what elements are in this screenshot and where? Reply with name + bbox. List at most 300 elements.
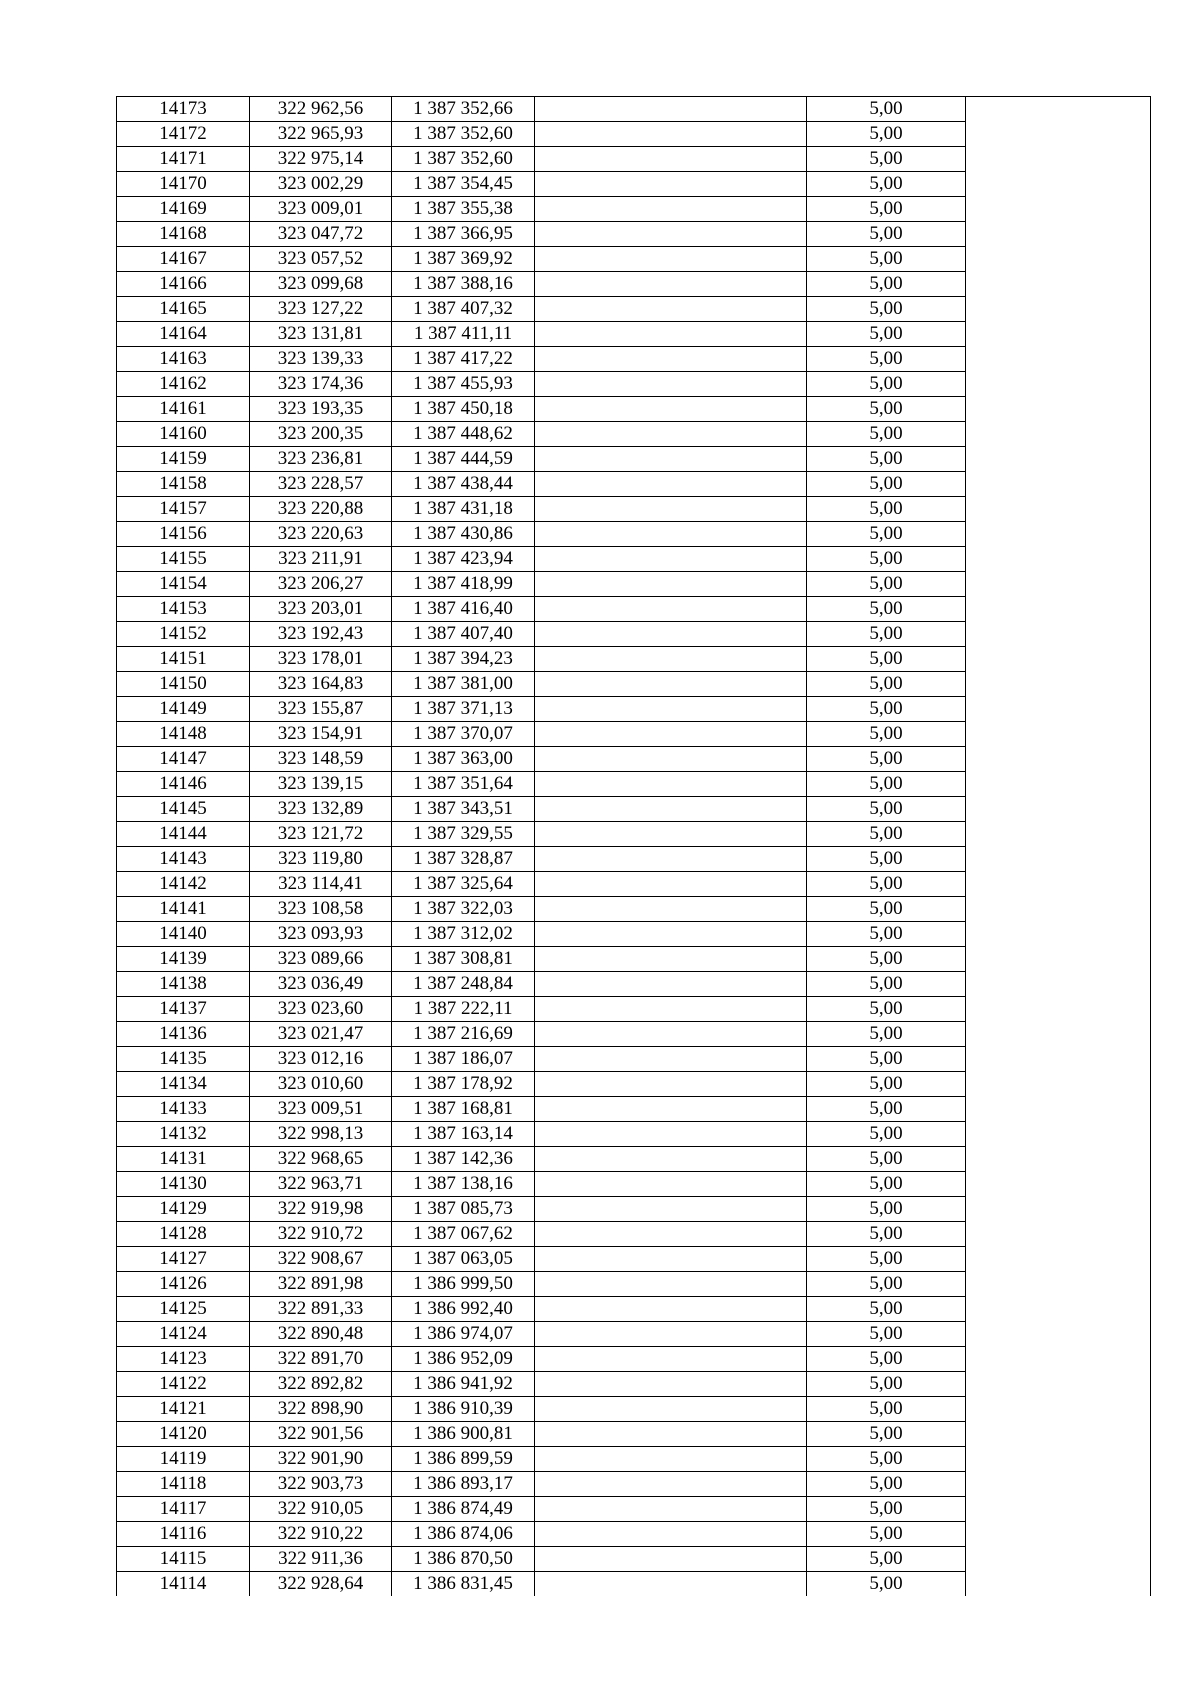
y-coordinate-cell: 1 386 941,92 [392,1372,535,1397]
empty-cell [535,522,807,547]
blank-column-cell [966,1047,1151,1072]
value-cell: 5,00 [807,172,966,197]
y-coordinate-cell: 1 387 418,99 [392,572,535,597]
point-number-cell: 14136 [117,1022,250,1047]
blank-column-cell [966,147,1151,172]
table-row [117,597,1151,622]
point-number-cell: 14129 [117,1197,250,1222]
table-row [117,872,1151,897]
coordinates-table-body [117,97,1151,1597]
blank-column-cell [966,1222,1151,1247]
y-coordinate-cell: 1 387 363,00 [392,747,535,772]
value-cell: 5,00 [807,1222,966,1247]
blank-column-cell [966,597,1151,622]
y-coordinate-cell: 1 387 168,81 [392,1097,535,1122]
value-cell: 5,00 [807,522,966,547]
value-cell: 5,00 [807,822,966,847]
point-number-cell: 14137 [117,997,250,1022]
point-number-cell: 14131 [117,1147,250,1172]
empty-cell [535,747,807,772]
value-cell: 5,00 [807,122,966,147]
table-row [117,197,1151,222]
y-coordinate-cell: 1 387 450,18 [392,397,535,422]
x-coordinate-cell: 322 910,05 [250,1497,392,1522]
table-row [117,1547,1151,1572]
value-cell: 5,00 [807,1322,966,1347]
table-row [117,1072,1151,1097]
table-row [117,397,1151,422]
value-cell: 5,00 [807,422,966,447]
point-number-cell: 14122 [117,1372,250,1397]
y-coordinate-cell: 1 387 067,62 [392,1222,535,1247]
x-coordinate-cell: 323 036,49 [250,972,392,997]
blank-column-cell [966,1322,1151,1347]
y-coordinate-cell: 1 387 312,02 [392,922,535,947]
y-coordinate-cell: 1 387 325,64 [392,872,535,897]
y-coordinate-cell: 1 387 371,13 [392,697,535,722]
value-cell: 5,00 [807,647,966,672]
table-row [117,747,1151,772]
blank-column-cell [966,522,1151,547]
x-coordinate-cell: 323 127,22 [250,297,392,322]
table-row [117,1422,1151,1447]
blank-column-cell [966,272,1151,297]
empty-cell [535,872,807,897]
value-cell: 5,00 [807,1247,966,1272]
point-number-cell: 14172 [117,122,250,147]
blank-column-cell [966,1172,1151,1197]
table-row [117,622,1151,647]
blank-column-cell [966,997,1151,1022]
table-row [117,1172,1151,1197]
x-coordinate-cell: 323 148,59 [250,747,392,772]
blank-column-cell [966,1122,1151,1147]
blank-column-cell [966,1572,1151,1597]
empty-cell [535,947,807,972]
empty-cell [535,1272,807,1297]
value-cell: 5,00 [807,497,966,522]
y-coordinate-cell: 1 387 388,16 [392,272,535,297]
empty-cell [535,1197,807,1222]
table-row [117,447,1151,472]
empty-cell [535,847,807,872]
value-cell: 5,00 [807,797,966,822]
point-number-cell: 14146 [117,772,250,797]
empty-cell [535,422,807,447]
blank-column-cell [966,1272,1151,1297]
empty-cell [535,897,807,922]
blank-column-cell [966,697,1151,722]
blank-column-cell [966,722,1151,747]
point-number-cell: 14157 [117,497,250,522]
blank-column-cell [966,947,1151,972]
point-number-cell: 14150 [117,672,250,697]
x-coordinate-cell: 322 892,82 [250,1372,392,1397]
x-coordinate-cell: 322 901,56 [250,1422,392,1447]
y-coordinate-cell: 1 387 381,00 [392,672,535,697]
empty-cell [535,1447,807,1472]
x-coordinate-cell: 323 009,51 [250,1097,392,1122]
x-coordinate-cell: 323 139,15 [250,772,392,797]
blank-column-cell [966,1372,1151,1397]
x-coordinate-cell: 322 898,90 [250,1397,392,1422]
blank-column-cell [966,1397,1151,1422]
empty-cell [535,497,807,522]
point-number-cell: 14147 [117,747,250,772]
empty-cell [535,322,807,347]
table-row [117,947,1151,972]
x-coordinate-cell: 323 099,68 [250,272,392,297]
empty-cell [535,97,807,122]
x-coordinate-cell: 323 119,80 [250,847,392,872]
empty-cell [535,1247,807,1272]
blank-column-cell [966,1097,1151,1122]
x-coordinate-cell: 323 228,57 [250,472,392,497]
empty-cell [535,1547,807,1572]
empty-cell [535,1497,807,1522]
table-row [117,222,1151,247]
x-coordinate-cell: 322 963,71 [250,1172,392,1197]
x-coordinate-cell: 323 200,35 [250,422,392,447]
y-coordinate-cell: 1 387 186,07 [392,1047,535,1072]
point-number-cell: 14163 [117,347,250,372]
x-coordinate-cell: 322 998,13 [250,1122,392,1147]
table-row [117,522,1151,547]
value-cell: 5,00 [807,872,966,897]
point-number-cell: 14154 [117,572,250,597]
empty-cell [535,222,807,247]
point-number-cell: 14170 [117,172,250,197]
point-number-cell: 14159 [117,447,250,472]
table-row [117,1047,1151,1072]
empty-cell [535,147,807,172]
y-coordinate-cell: 1 387 216,69 [392,1022,535,1047]
x-coordinate-cell: 323 132,89 [250,797,392,822]
y-coordinate-cell: 1 387 142,36 [392,1147,535,1172]
empty-cell [535,822,807,847]
point-number-cell: 14138 [117,972,250,997]
table-row [117,1147,1151,1172]
empty-cell [535,1322,807,1347]
x-coordinate-cell: 323 220,63 [250,522,392,547]
blank-column-cell [966,1522,1151,1547]
table-row [117,147,1151,172]
y-coordinate-cell: 1 387 417,22 [392,347,535,372]
y-coordinate-cell: 1 387 411,11 [392,322,535,347]
x-coordinate-cell: 323 012,16 [250,1047,392,1072]
point-number-cell: 14166 [117,272,250,297]
table-row [117,297,1151,322]
y-coordinate-cell: 1 387 355,38 [392,197,535,222]
point-number-cell: 14173 [117,97,250,122]
blank-column-cell [966,872,1151,897]
blank-column-cell [966,297,1151,322]
x-coordinate-cell: 323 057,52 [250,247,392,272]
empty-cell [535,297,807,322]
x-coordinate-cell: 323 121,72 [250,822,392,847]
empty-cell [535,697,807,722]
point-number-cell: 14135 [117,1047,250,1072]
y-coordinate-cell: 1 387 407,32 [392,297,535,322]
value-cell: 5,00 [807,972,966,997]
table-row [117,847,1151,872]
y-coordinate-cell: 1 387 138,16 [392,1172,535,1197]
value-cell: 5,00 [807,1172,966,1197]
value-cell: 5,00 [807,197,966,222]
value-cell: 5,00 [807,222,966,247]
table-row [117,1297,1151,1322]
point-number-cell: 14158 [117,472,250,497]
value-cell: 5,00 [807,772,966,797]
empty-cell [535,1422,807,1447]
point-number-cell: 14155 [117,547,250,572]
blank-column-cell [966,472,1151,497]
empty-cell [535,572,807,597]
y-coordinate-cell: 1 387 431,18 [392,497,535,522]
y-coordinate-cell: 1 387 370,07 [392,722,535,747]
point-number-cell: 14124 [117,1322,250,1347]
x-coordinate-cell: 323 108,58 [250,897,392,922]
y-coordinate-cell: 1 387 063,05 [392,1247,535,1272]
empty-cell [535,1397,807,1422]
y-coordinate-cell: 1 386 992,40 [392,1297,535,1322]
blank-column-cell [966,1472,1151,1497]
table-row [117,572,1151,597]
x-coordinate-cell: 323 002,29 [250,172,392,197]
y-coordinate-cell: 1 387 416,40 [392,597,535,622]
point-number-cell: 14128 [117,1222,250,1247]
blank-column-cell [966,222,1151,247]
blank-column-cell [966,822,1151,847]
point-number-cell: 14123 [117,1347,250,1372]
point-number-cell: 14118 [117,1472,250,1497]
table-row [117,1097,1151,1122]
blank-column-cell [966,1072,1151,1097]
point-number-cell: 14156 [117,522,250,547]
x-coordinate-cell: 323 236,81 [250,447,392,472]
empty-cell [535,797,807,822]
point-number-cell: 14162 [117,372,250,397]
value-cell: 5,00 [807,847,966,872]
value-cell: 5,00 [807,697,966,722]
table-row [117,722,1151,747]
empty-cell [535,1097,807,1122]
x-coordinate-cell: 323 139,33 [250,347,392,372]
blank-column-cell [966,197,1151,222]
point-number-cell: 14153 [117,597,250,622]
x-coordinate-cell: 323 155,87 [250,697,392,722]
y-coordinate-cell: 1 387 248,84 [392,972,535,997]
y-coordinate-cell: 1 387 369,92 [392,247,535,272]
point-number-cell: 14119 [117,1447,250,1472]
table-row [117,1122,1151,1147]
table-row [117,897,1151,922]
value-cell: 5,00 [807,97,966,122]
y-coordinate-cell: 1 387 085,73 [392,1197,535,1222]
blank-column-cell [966,572,1151,597]
value-cell: 5,00 [807,1022,966,1047]
blank-column-cell [966,922,1151,947]
value-cell: 5,00 [807,297,966,322]
table-row [117,497,1151,522]
y-coordinate-cell: 1 387 352,60 [392,147,535,172]
x-coordinate-cell: 322 928,64 [250,1572,392,1597]
x-coordinate-cell: 322 975,14 [250,147,392,172]
x-coordinate-cell: 322 891,98 [250,1272,392,1297]
value-cell: 5,00 [807,472,966,497]
value-cell: 5,00 [807,1047,966,1072]
point-number-cell: 14125 [117,1297,250,1322]
empty-cell [535,1297,807,1322]
x-coordinate-cell: 323 154,91 [250,722,392,747]
point-number-cell: 14130 [117,1172,250,1197]
empty-cell [535,1522,807,1547]
point-number-cell: 14151 [117,647,250,672]
point-number-cell: 14117 [117,1497,250,1522]
value-cell: 5,00 [807,1397,966,1422]
value-cell: 5,00 [807,1372,966,1397]
y-coordinate-cell: 1 387 448,62 [392,422,535,447]
point-number-cell: 14116 [117,1522,250,1547]
table-row [117,1572,1151,1597]
x-coordinate-cell: 323 114,41 [250,872,392,897]
table-row [117,1247,1151,1272]
y-coordinate-cell: 1 387 178,92 [392,1072,535,1097]
blank-column-cell [966,647,1151,672]
empty-cell [535,1022,807,1047]
blank-column-cell [966,972,1151,997]
y-coordinate-cell: 1 387 444,59 [392,447,535,472]
x-coordinate-cell: 322 890,48 [250,1322,392,1347]
point-number-cell: 14142 [117,872,250,897]
empty-cell [535,622,807,647]
table-row [117,272,1151,297]
empty-cell [535,247,807,272]
table-row [117,1497,1151,1522]
point-number-cell: 14143 [117,847,250,872]
point-number-cell: 14160 [117,422,250,447]
blank-column-cell [966,447,1151,472]
table-row [117,697,1151,722]
x-coordinate-cell: 323 192,43 [250,622,392,647]
x-coordinate-cell: 323 220,88 [250,497,392,522]
point-number-cell: 14115 [117,1547,250,1572]
blank-column-cell [966,372,1151,397]
blank-column-cell [966,247,1151,272]
point-number-cell: 14161 [117,397,250,422]
y-coordinate-cell: 1 387 438,44 [392,472,535,497]
y-coordinate-cell: 1 386 874,06 [392,1522,535,1547]
table-row [117,922,1151,947]
empty-cell [535,1147,807,1172]
point-number-cell: 14144 [117,822,250,847]
x-coordinate-cell: 322 962,56 [250,97,392,122]
value-cell: 5,00 [807,1197,966,1222]
empty-cell [535,122,807,147]
x-coordinate-cell: 322 910,22 [250,1522,392,1547]
value-cell: 5,00 [807,997,966,1022]
table-row [117,1397,1151,1422]
empty-cell [535,1472,807,1497]
y-coordinate-cell: 1 386 874,49 [392,1497,535,1522]
point-number-cell: 14164 [117,322,250,347]
blank-column-cell [966,1447,1151,1472]
value-cell: 5,00 [807,1072,966,1097]
value-cell: 5,00 [807,147,966,172]
blank-column-cell [966,1022,1151,1047]
point-number-cell: 14141 [117,897,250,922]
value-cell: 5,00 [807,572,966,597]
y-coordinate-cell: 1 386 831,45 [392,1572,535,1597]
blank-column-cell [966,1197,1151,1222]
table-row [117,347,1151,372]
empty-cell [535,1572,807,1597]
y-coordinate-cell: 1 387 329,55 [392,822,535,847]
point-number-cell: 14127 [117,1247,250,1272]
empty-cell [535,447,807,472]
empty-cell [535,1372,807,1397]
y-coordinate-cell: 1 386 952,09 [392,1347,535,1372]
table-row [117,122,1151,147]
table-row [117,822,1151,847]
x-coordinate-cell: 323 089,66 [250,947,392,972]
blank-column-cell [966,847,1151,872]
table-row [117,1522,1151,1547]
x-coordinate-cell: 323 010,60 [250,1072,392,1097]
x-coordinate-cell: 322 910,72 [250,1222,392,1247]
blank-column-cell [966,497,1151,522]
blank-column-cell [966,347,1151,372]
x-coordinate-cell: 323 093,93 [250,922,392,947]
point-number-cell: 14114 [117,1572,250,1597]
empty-cell [535,997,807,1022]
blank-column-cell [966,1147,1151,1172]
y-coordinate-cell: 1 387 407,40 [392,622,535,647]
empty-cell [535,172,807,197]
x-coordinate-cell: 322 901,90 [250,1447,392,1472]
value-cell: 5,00 [807,1422,966,1447]
empty-cell [535,722,807,747]
value-cell: 5,00 [807,1547,966,1572]
x-coordinate-cell: 322 919,98 [250,1197,392,1222]
x-coordinate-cell: 323 193,35 [250,397,392,422]
x-coordinate-cell: 323 047,72 [250,222,392,247]
y-coordinate-cell: 1 386 999,50 [392,1272,535,1297]
blank-column-cell [966,547,1151,572]
empty-cell [535,672,807,697]
x-coordinate-cell: 323 164,83 [250,672,392,697]
y-coordinate-cell: 1 387 352,60 [392,122,535,147]
x-coordinate-cell: 322 965,93 [250,122,392,147]
value-cell: 5,00 [807,447,966,472]
empty-cell [535,1047,807,1072]
coordinates-table [116,96,1151,1596]
x-coordinate-cell: 323 021,47 [250,1022,392,1047]
y-coordinate-cell: 1 387 354,45 [392,172,535,197]
table-row [117,422,1151,447]
point-number-cell: 14120 [117,1422,250,1447]
x-coordinate-cell: 323 174,36 [250,372,392,397]
point-number-cell: 14165 [117,297,250,322]
table-row [117,1372,1151,1397]
value-cell: 5,00 [807,1497,966,1522]
point-number-cell: 14169 [117,197,250,222]
value-cell: 5,00 [807,547,966,572]
empty-cell [535,547,807,572]
table-row [117,1197,1151,1222]
point-number-cell: 14171 [117,147,250,172]
blank-column-cell [966,1547,1151,1572]
